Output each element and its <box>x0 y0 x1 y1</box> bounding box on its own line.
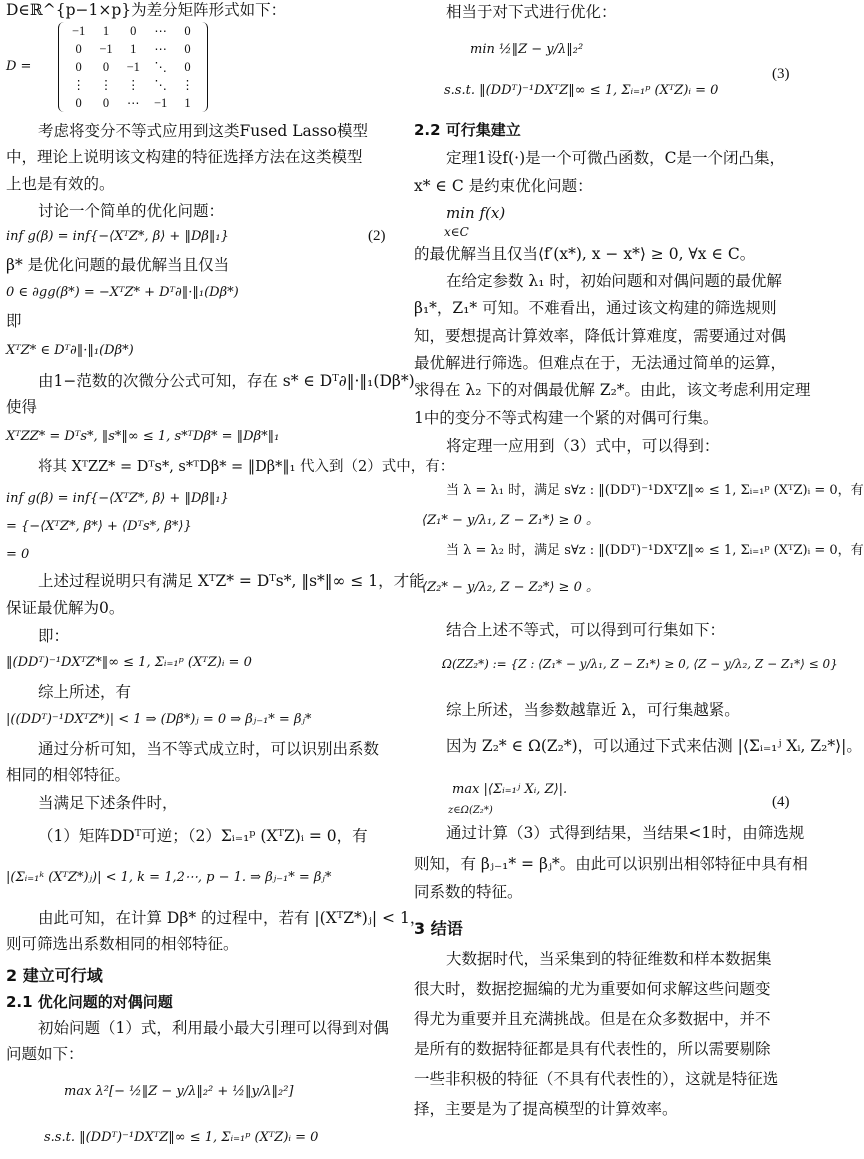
paragraph-line: 最优解进行筛选。但难点在于，无法通过简单的运算， <box>414 354 787 372</box>
equation: ‖(DDᵀ)⁻¹DXᵀZ*‖∞ ≤ 1, Σᵢ₌₁ᵖ (XᵀZ)ᵢ = 0 <box>6 655 252 670</box>
equation: min f(x) <box>446 204 506 222</box>
equation-number: (2) <box>368 228 386 244</box>
matrix-row: −1 1 0 ⋯ 0 <box>72 23 191 38</box>
paragraph-line: 考虑将变分不等式应用到这类Fused Lasso模型 <box>38 122 368 140</box>
paragraph-line: 将其 XᵀZZ* = Dᵀs*, s*ᵀDβ* = ‖Dβ*‖₁ 代入到（2）式中，有： <box>38 459 455 475</box>
paragraph-line: β₁*，Z₁* 可知。不难看出，通过该文构建的筛选规则 <box>414 299 777 317</box>
equation-2: inf g(β) = inf{−⟨XᵀZ*, β⟩ + ‖Dβ‖₁} <box>6 229 229 244</box>
paragraph-line: 则知，有 βⱼ₋₁* = βⱼ*。由此可以识别出相邻特征中具有相 <box>414 855 808 873</box>
equation: s.s.t. ‖(DDᵀ)⁻¹DXᵀZ‖∞ ≤ 1, Σᵢ₌₁ᵖ (XᵀZ)ᵢ = 0 <box>44 1130 319 1145</box>
paragraph-line: 相同的相邻特征。 <box>6 766 131 784</box>
paragraph-line: 一些非积极的特征（不具有代表性的），这就是特征选 <box>414 1070 779 1088</box>
paragraph-line: 保证最优解为0。 <box>6 599 125 617</box>
paragraph-line: 将定理一应用到（3）式中，可以得到： <box>446 437 720 455</box>
equation-number: (4) <box>772 794 790 810</box>
equation-subscript: z∈Ω(Z₂*) <box>448 805 493 816</box>
equation: min ½‖Z − y/λ‖₂² <box>470 42 584 57</box>
equation: inf g(β) = inf{−⟨XᵀZ*, β⟩ + ‖Dβ‖₁} <box>6 491 229 506</box>
matrix-row: ⋮ ⋮ ⋮ ⋱ ⋮ <box>72 78 194 92</box>
paragraph-line: 因为 Z₂* ∈ Ω(Z₂*)，可以通过下式来估测 |⟨Σᵢ₌₁ʲ Xᵢ, Z₂*⟩|。 <box>446 737 862 755</box>
equation: max λ²[− ½‖Z − y/λ‖₂² + ½‖y/λ‖₂²] <box>64 1084 294 1099</box>
paragraph-line: 1中的变分不等式构建一个紧的对偶可行集。 <box>414 409 719 427</box>
equation-subscript: x∈C <box>444 225 469 239</box>
paragraph-line: 同系数的特征。 <box>414 883 523 901</box>
equation: |(Σᵢ₌₁ᵏ (XᵀZ*)ⱼ)| < 1, k = 1,2⋯, p − 1. ⇒ βⱼ₋₁* = βⱼ* <box>6 870 332 885</box>
paragraph-line: 择，主要是为了提高模型的计算效率。 <box>414 1100 678 1118</box>
paragraph-line: 的最优解当且仅当⟨f′(x*), x − x*⟩ ≥ 0, ∀x ∈ C。 <box>414 245 756 263</box>
paragraph-line: 结合上述不等式，可以得到可行集如下： <box>446 621 726 639</box>
paragraph-line: 知，要想提高计算效率，降低计算难度，需要通过对偶 <box>414 327 787 345</box>
matrix-intro: D∈ℝ^{p−1×p}为差分矩阵形式如下： <box>6 1 287 19</box>
paragraph-line: 通过分析可知，当不等式成立时，可以识别出系数 <box>38 740 380 758</box>
paragraph-line: 上述过程说明只有满足 XᵀZ* = Dᵀs*, ‖s*‖∞ ≤ 1，才能 <box>38 572 425 590</box>
paragraph-line: 当 λ = λ₂ 时，满足 s∀z : ‖(DDᵀ)⁻¹DXᵀZ‖∞ ≤ 1, Σᵢ₌₁ᵖ (XᵀZ)ᵢ = 0，有 <box>446 543 864 558</box>
equation: max |⟨Σᵢ₌₁ʲ Xᵢ, Z⟩|. <box>452 782 568 797</box>
equation: = 0 <box>6 547 30 562</box>
paragraph-line: 问题如下： <box>6 1045 84 1063</box>
equation-number: (3) <box>772 66 790 82</box>
equation: = {−⟨XᵀZ*, β*⟩ + ⟨Dᵀs*, β*⟩} <box>6 519 192 534</box>
paragraph-line: 讨论一个简单的优化问题： <box>38 202 225 220</box>
paragraph-line: 当满足下述条件时， <box>38 794 178 812</box>
paragraph-line: 相当于对下式进行优化： <box>446 3 617 21</box>
paragraph-line: 很大时，数据挖掘编的尤为重要如何求解这些问题变 <box>414 980 771 998</box>
equation: ⟨Z₂* − y/λ₂, Z − Z₂*⟩ ≥ 0 。 <box>422 580 599 595</box>
paragraph-line: 使得 <box>6 398 38 416</box>
paragraph-line: 综上所述，当参数越靠近 λ，可行集越紧。 <box>446 701 740 719</box>
paragraph-line: 定理1设f(·)是一个可微凸函数，C是一个闭凸集， <box>446 149 785 167</box>
matrix-row: 0 0 ⋯ −1 1 <box>75 95 191 110</box>
section-heading: 2 建立可行域 <box>6 966 103 985</box>
paragraph-line: 中，理论上说明该文构建的特征选择方法在这类模型 <box>6 148 363 166</box>
paragraph-line: 由1−范数的次微分公式可知，存在 s* ∈ Dᵀ∂‖·‖₁(Dβ*)。 <box>38 372 431 390</box>
subsection-heading: 2.1 优化问题的对偶问题 <box>6 993 173 1011</box>
paragraph-line: 初始问题（1）式，利用最小最大引理可以得到对偶 <box>38 1019 389 1037</box>
paragraph-line: 当 λ = λ₁ 时，满足 s∀z : ‖(DDᵀ)⁻¹DXᵀZ‖∞ ≤ 1, Σᵢ₌₁ᵖ (XᵀZ)ᵢ = 0，有 <box>446 483 864 498</box>
paragraph-line: x* ∈ C 是约束优化问题： <box>414 177 593 195</box>
paragraph-line: β* 是优化问题的最优解当且仅当 <box>6 256 230 274</box>
paragraph-line: 则可筛选出系数相同的相邻特征。 <box>6 935 239 953</box>
difference-matrix <box>58 22 208 112</box>
paragraph-line: 得尤为重要并且充满挑战。但是在众多数据中，并不 <box>414 1010 771 1028</box>
paragraph-line: 上也是有效的。 <box>6 175 115 193</box>
matrix-label: D = <box>6 59 32 74</box>
paragraph-line: 通过计算（3）式得到结果，当结果<1时，由筛选规 <box>446 824 805 842</box>
equation: |((DDᵀ)⁻¹DXᵀZ*)| < 1 ⇒ (Dβ*)ⱼ = 0 ⇒ βⱼ₋₁* = βⱼ* <box>6 712 312 727</box>
paragraph-line: （1）矩阵DDᵀ可逆；（2）Σᵢ₌₁ᵖ (XᵀZ)ᵢ = 0，有 <box>38 827 368 845</box>
paragraph-line: 是所有的数据特征都是具有代表性的，所以需要剔除 <box>414 1040 771 1058</box>
paragraph-line: 在给定参数 λ₁ 时，初始问题和对偶问题的最优解 <box>446 272 782 290</box>
paragraph-line: 求得在 λ₂ 下的对偶最优解 Z₂*。由此，该文考虑利用定理 <box>414 381 811 399</box>
section-heading: 3 结语 <box>414 919 463 938</box>
equation: Ω(ZZ₂*) := {Z : ⟨Z₁* − y/λ₁, Z − Z₁*⟩ ≥ 0, ⟨Z − y/λ₂, Z − Z₁*⟩ ≤ 0} <box>442 657 838 671</box>
matrix-row: 0 −1 1 ⋯ 0 <box>75 41 191 56</box>
paragraph-line: 大数据时代，当采集到的特征维数和样本数据集 <box>446 950 772 968</box>
equation: ⟨Z₁* − y/λ₁, Z − Z₁*⟩ ≥ 0 。 <box>422 513 599 528</box>
paragraph-line: 综上所述，有 <box>38 683 132 701</box>
equation: 0 ∈ ∂gg(β*) = −XᵀZ* + Dᵀ∂‖·‖₁(Dβ*) <box>6 285 239 300</box>
equation: s.s.t. ‖(DDᵀ)⁻¹DXᵀZ‖∞ ≤ 1, Σᵢ₌₁ᵖ (XᵀZ)ᵢ = 0 <box>444 83 719 98</box>
paragraph-line: 即： <box>38 627 70 645</box>
paragraph-line: 即 <box>6 312 22 330</box>
equation: XᵀZZ* = Dᵀs*, ‖s*‖∞ ≤ 1, s*ᵀDβ* = ‖Dβ*‖₁ <box>6 429 280 444</box>
subsection-heading: 2.2 可行集建立 <box>414 121 521 139</box>
paragraph-line: 由此可知，在计算 Dβ* 的过程中，若有 |(XᵀZ*)ⱼ| < 1， <box>38 909 426 927</box>
matrix-row: 0 0 −1 ⋱ 0 <box>75 59 191 74</box>
equation: XᵀZ* ∈ Dᵀ∂‖·‖₁(Dβ*) <box>6 343 134 358</box>
